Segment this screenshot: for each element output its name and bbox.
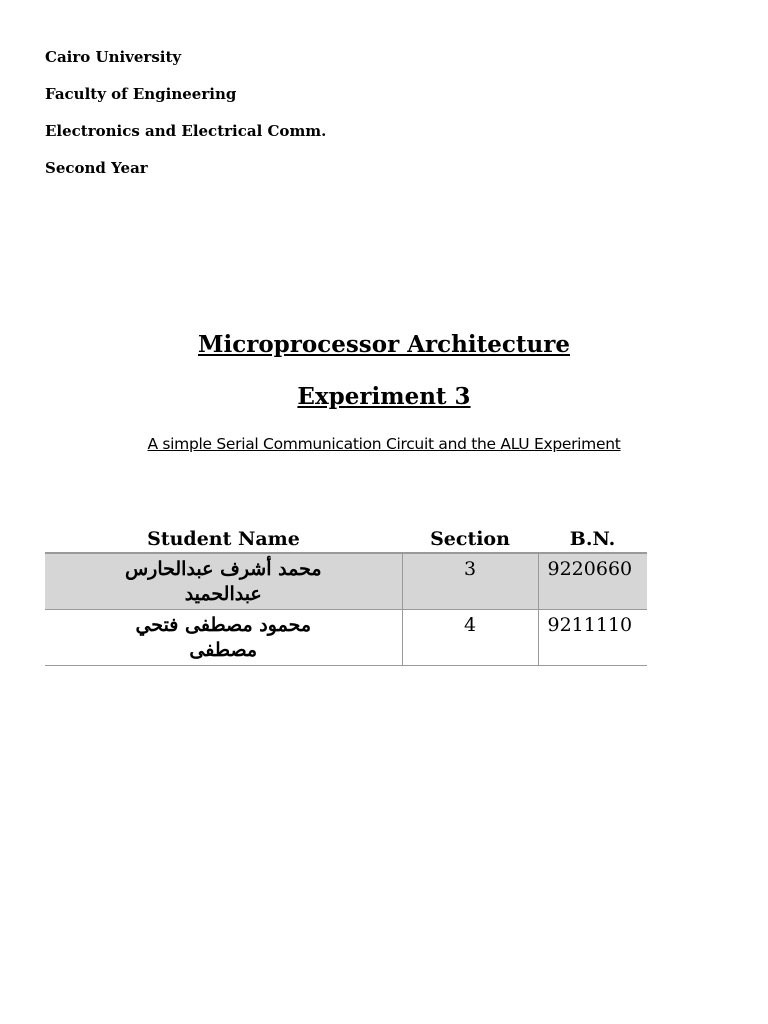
student-name-line: محمود مصطفى فتحي (135, 614, 312, 636)
column-header-bn: B.N. (538, 524, 647, 553)
table-row (45, 553, 647, 610)
faculty-name: Faculty of Engineering (45, 85, 237, 103)
university-name: Cairo University (45, 48, 182, 66)
table-row (45, 610, 647, 666)
students-table (45, 524, 647, 666)
bn-cell: 9220660 (538, 553, 647, 610)
department-name: Electronics and Electrical Comm. (45, 122, 327, 140)
student-name-line: محمد أشرف عبدالحارس (124, 558, 322, 580)
experiment-title: Experiment 3 (297, 383, 471, 410)
student-name-cell (45, 553, 402, 610)
column-header-student-name: Student Name (45, 524, 402, 553)
student-name-line: مصطفى (189, 639, 258, 661)
experiment-subtitle: A simple Serial Communication Circuit and the ALU Experiment (147, 435, 621, 453)
academic-year: Second Year (45, 159, 148, 177)
student-name-cell (45, 610, 402, 666)
bn-cell: 9211110 (538, 610, 647, 666)
column-header-section: Section (402, 524, 538, 553)
table-header-row (45, 524, 647, 553)
section-cell: 3 (402, 553, 538, 610)
course-title: Microprocessor Architecture (198, 331, 570, 358)
student-name-line: عبدالحميد (184, 583, 262, 605)
section-cell: 4 (402, 610, 538, 666)
